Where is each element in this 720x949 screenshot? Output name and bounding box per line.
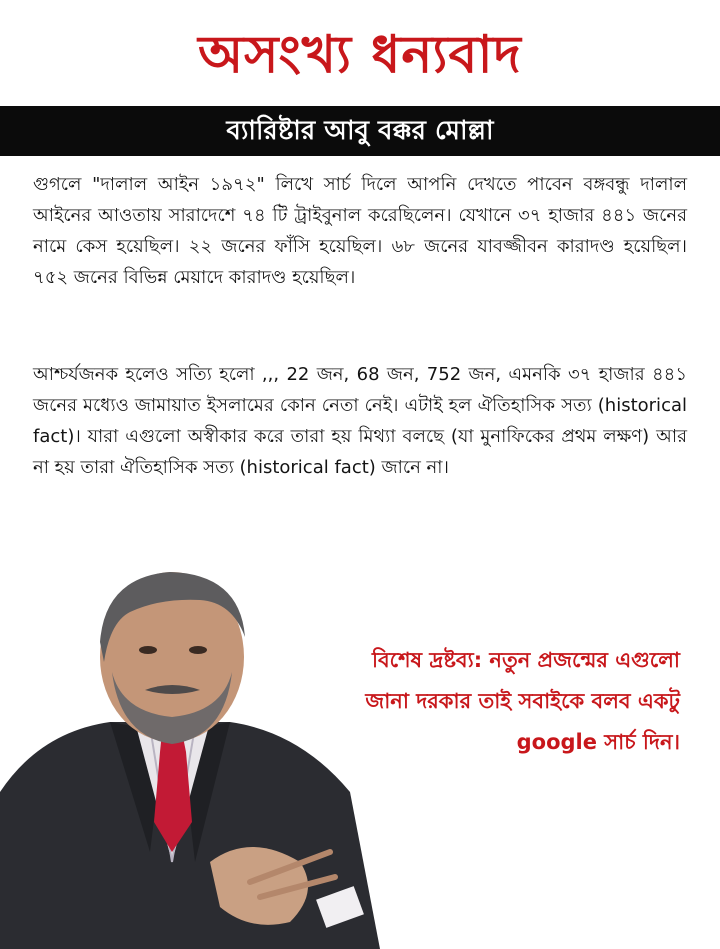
body-paragraph-2: আশ্চর্যজনক হলেও সত্যি হলো ,,, 22 জন, 68 জন, 752 জন, এমনকি ৩৭ হাজার ৪৪১ জনের মধ্যেও জামায়াত ইসলামের কোন নেতা নেই। এটাই হল ঐতিহাসিক সত্য (historical fact)। যারা এগুলো অস্বীকার করে তারা হয় মিথ্যা বলছে (যা মুনাফিকের প্রথম লক্ষণ) আর না হয় তারা ঐতিহাসিক সত্য (historical fact) জানে না। — [33, 364, 687, 478]
author-portrait-image — [0, 562, 380, 949]
author-name: ব্যারিষ্টার আবু বক্কর মোল্লা — [226, 116, 494, 146]
page-title: অসংখ্য ধন্যবাদ — [198, 25, 522, 85]
author-banner — [0, 106, 720, 156]
special-note: বিশেষ দ্রষ্টব্য: নতুন প্রজন্মের এগুলো জানা দরকার তাই সবাইকে বলব একটু google সার্চ দিন। — [365, 648, 680, 754]
body-paragraph-1: গুগলে "দালাল আইন ১৯৭২" লিখে সার্চ দিলে আপনি দেখতে পাবেন বঙ্গবন্ধু দালাল আইনের আওতায় সারাদেশে ৭৪ টি ট্রাইবুনাল করেছিলেন। যেখানে ৩৭ হাজার ৪৪১ জনের নামে কেস হয়েছিল। ২২ জনের ফাঁসি হয়েছিল। ৬৮ জনের যাবজ্জীবন কারাদণ্ড হয়েছিল। ৭৫২ জনের বিভিন্ন মেয়াদে কারাদণ্ড হয়েছিল। — [33, 174, 687, 288]
